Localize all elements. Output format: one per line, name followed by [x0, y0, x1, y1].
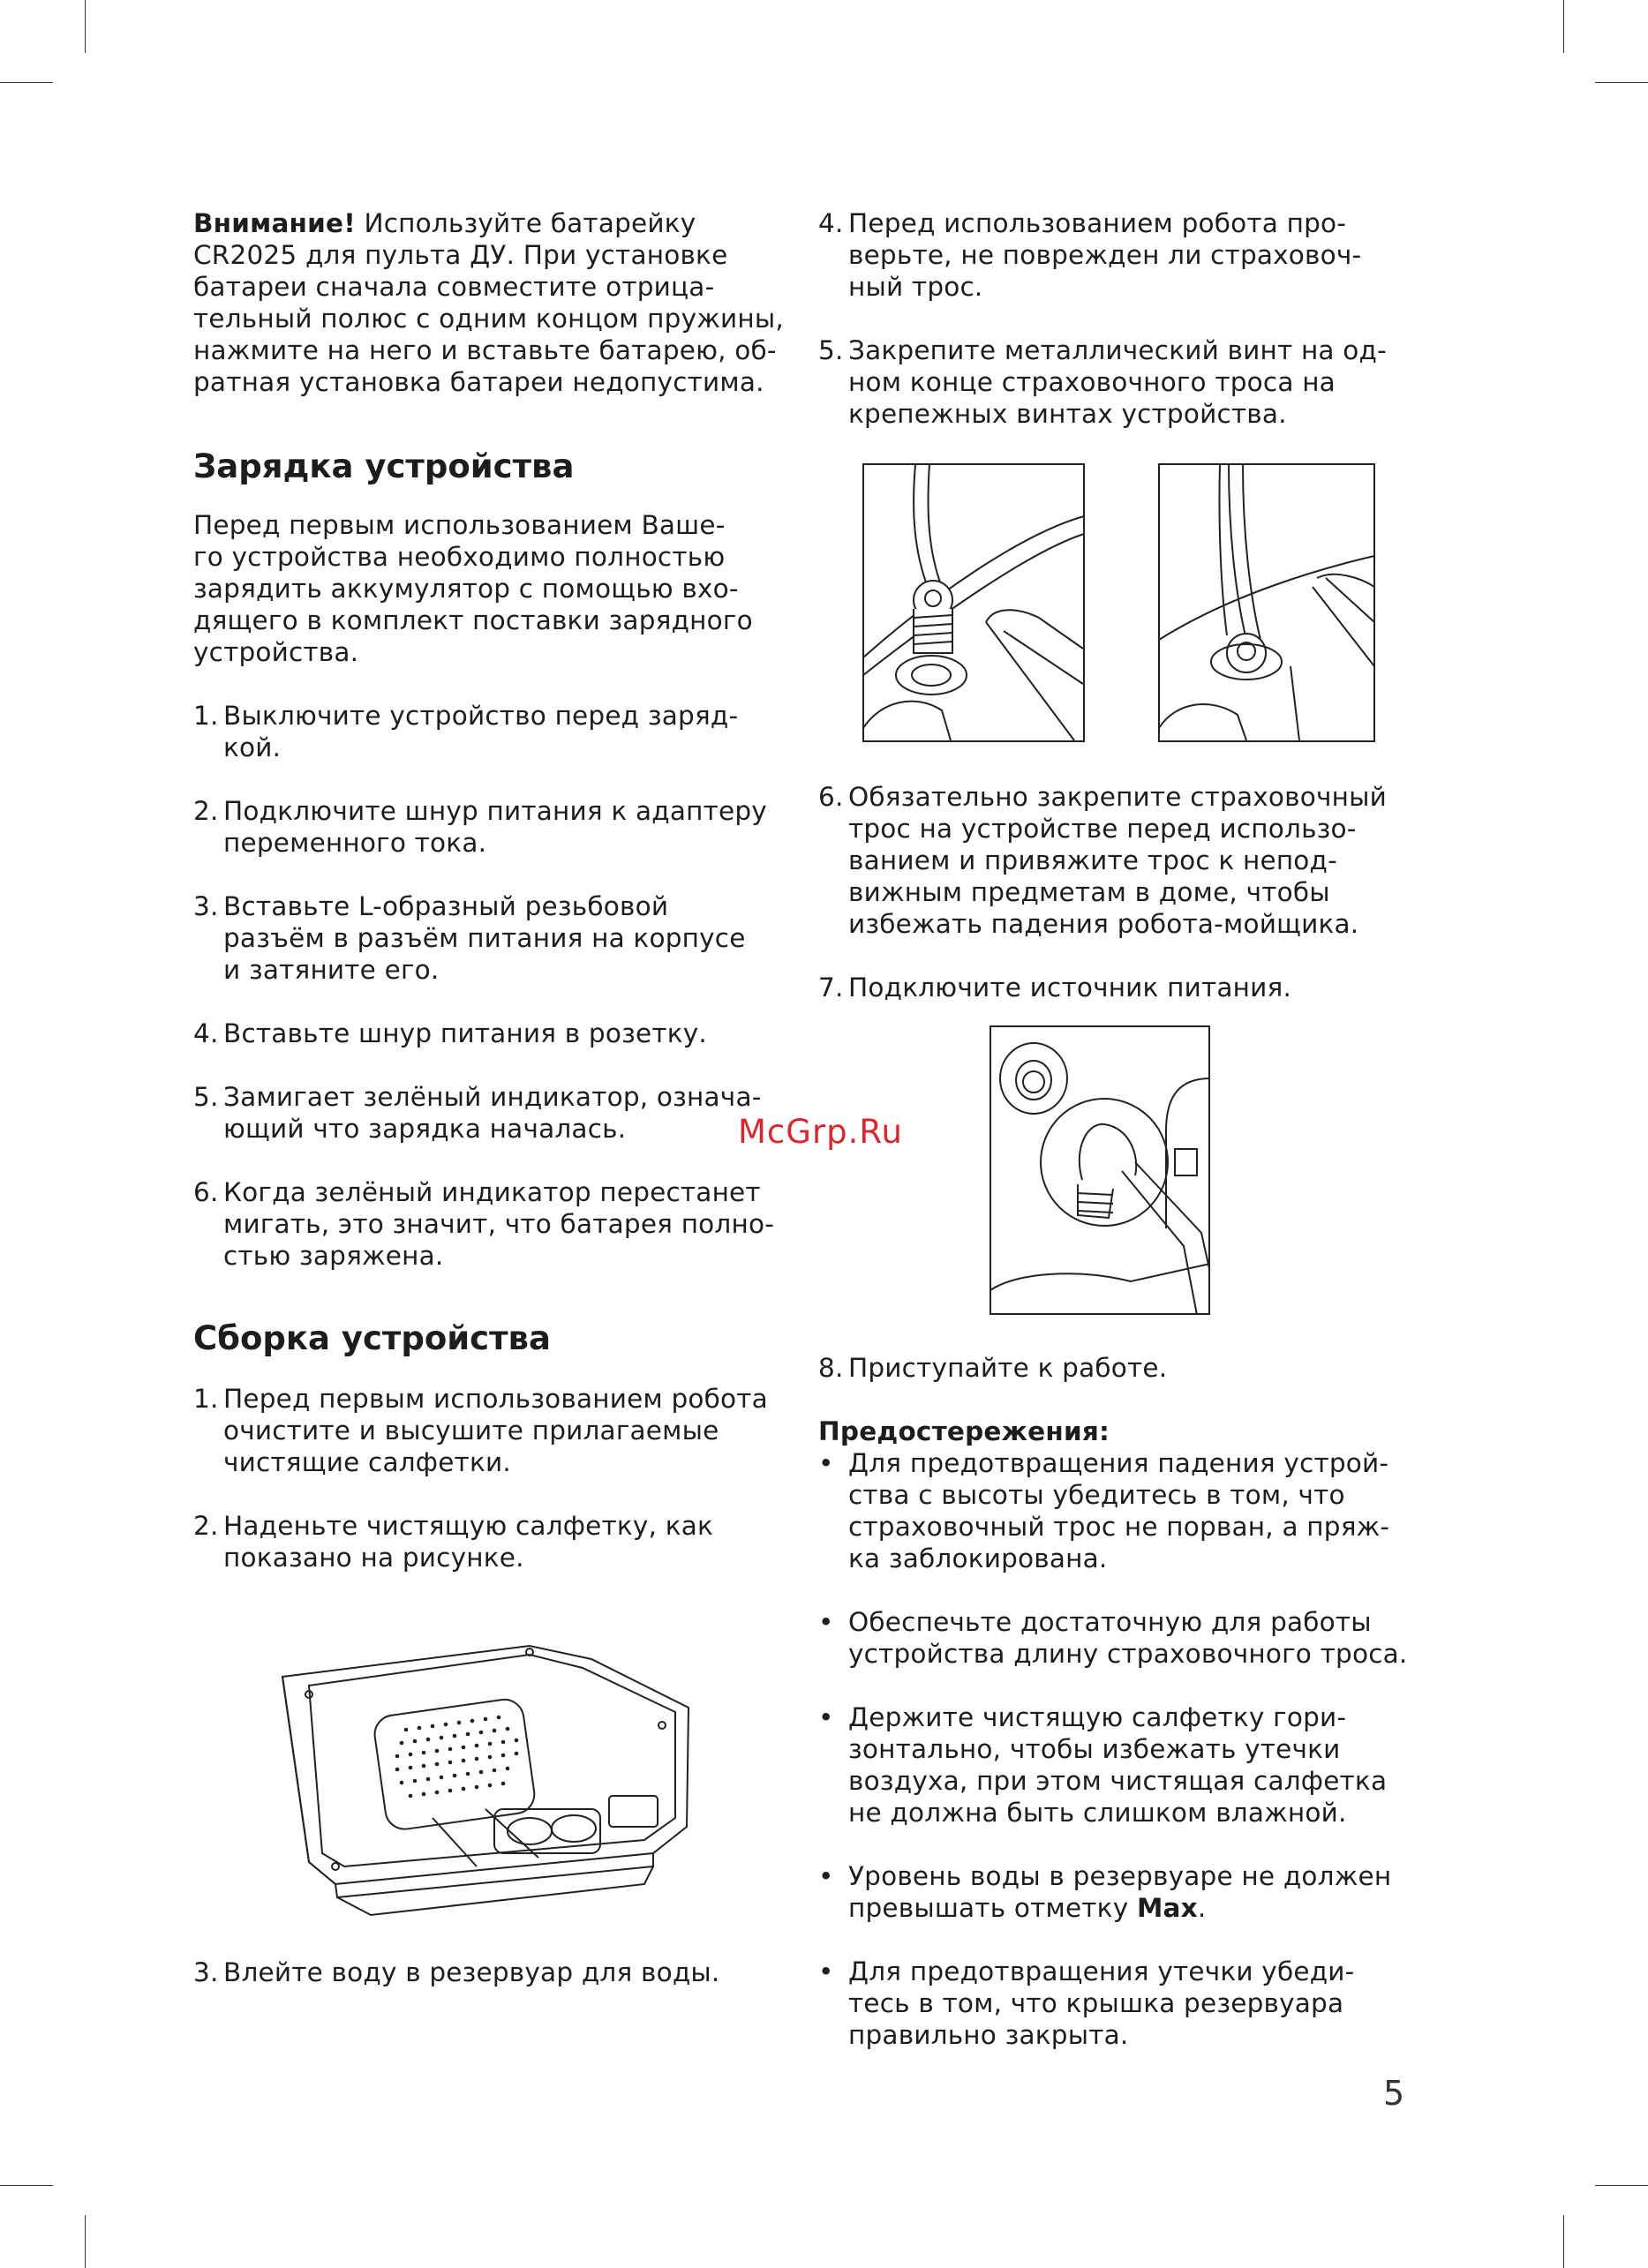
step-text: Когда зелёный индикатор перестанет мигать, это значит, что батарея полно- стью заряжена.: [223, 1177, 775, 1271]
list-item: [193, 1383, 794, 1478]
left-column: [193, 207, 794, 1573]
list-item: [818, 1860, 1436, 1924]
list-item: [193, 1176, 794, 1272]
crop-mark: [1563, 2215, 1564, 2268]
watermark: McGrp.Ru: [738, 1113, 903, 1151]
crop-mark: [1563, 0, 1564, 53]
right-column: [818, 207, 1436, 430]
warning-text: Используйте батарейку CR2025 для пульта ДУ. При установке батареи сначала совместите отрица- тельный полюс с одним концом пружины, нажмите на него и вставьте батарею, об- ратная установка батареи недопустима.: [193, 208, 784, 397]
precaution-text: Обеспечьте достаточную для работы устройства длину страховочного троса.: [848, 1607, 1408, 1669]
charging-title: Зарядка устройства: [193, 447, 575, 485]
crop-mark: [1595, 2185, 1648, 2186]
step-number: 3.: [193, 1957, 219, 1987]
safety-rope-illustration-right: [1158, 463, 1375, 742]
step-text: Наденьте чистящую салфетку, как показано на рисунке.: [223, 1511, 714, 1573]
precaution-text-part: Уровень воды в резервуаре не должен превышать отметку: [848, 1861, 1392, 1923]
step-number: 6.: [818, 782, 844, 812]
step-number: 2.: [193, 796, 219, 826]
step-number: 4.: [818, 208, 844, 238]
step-number: 1.: [193, 1384, 219, 1414]
step-text: Обязательно закрепите страховочный трос на устройстве перед использо- ванием и привяжите трос к непод- вижным предметам в доме, чтобы избежать падения робота-мойщика.: [848, 782, 1387, 939]
safety-rope-illustration-left: [862, 463, 1085, 742]
bullet-icon: •: [818, 1702, 834, 1732]
power-connection-illustration: [990, 1025, 1210, 1315]
step-text: Вставьте шнур питания в розетку.: [223, 1018, 707, 1048]
list-item: [818, 1701, 1436, 1829]
bullet-icon: •: [818, 1448, 834, 1478]
crop-mark: [0, 82, 53, 83]
warning-label: Внимание!: [193, 208, 356, 238]
page-number: 5: [1383, 2074, 1405, 2113]
list-item: [818, 1956, 1436, 2051]
step-text: Подключите шнур питания к адаптеру переменного тока.: [223, 796, 767, 858]
list-item: [193, 1018, 794, 1049]
charging-steps: [193, 700, 794, 1272]
warning-paragraph: [193, 207, 794, 398]
step-number: 2.: [193, 1511, 219, 1541]
precaution-text: Для предотвращения утечки убеди- тесь в том, что крышка резервуара правильно закрыта.: [848, 1956, 1355, 2050]
list-item: [193, 890, 794, 986]
step-text: Влейте воду в резервуар для воды.: [223, 1957, 720, 1987]
step-text: Закрепите металлический винт на од- ном конце страховочного троса на крепежных винтах устройства.: [848, 335, 1387, 429]
precautions-title: Предостережения:: [818, 1416, 1110, 1446]
step-text: Перед использованием робота про- верьте, не поврежден ли страховоч- ный трос.: [848, 208, 1362, 302]
list-item: [193, 1956, 794, 1988]
precaution-text: Держите чистящую салфетку гори- зонтально, чтобы избежать утечки воздуха, при этом чистящая салфетка не должна быть слишком влажной.: [848, 1702, 1388, 1828]
list-item: [193, 700, 794, 763]
list-item: [818, 1606, 1436, 1670]
step-text: Приступайте к работе.: [848, 1353, 1168, 1383]
step-number: 1.: [193, 701, 219, 731]
step-text: Вставьте L-образный резьбовой разъём в разъём питания на корпусе и затяните его.: [223, 891, 746, 985]
crop-mark: [85, 2215, 86, 2268]
step-text: Перед первым использованием робота очистите и высушите прилагаемые чистящие салфетки.: [223, 1384, 768, 1477]
list-item: [818, 1447, 1436, 1574]
max-mark: Max: [1136, 1893, 1198, 1923]
assembly-steps: [193, 1383, 794, 1573]
assembly-title: Сборка устройства: [193, 1319, 551, 1357]
list-item: [818, 1352, 1436, 1384]
list-item: [193, 1081, 794, 1145]
list-item: [193, 1510, 794, 1573]
list-item: [818, 781, 1436, 940]
crop-mark: [85, 0, 86, 53]
step-number: 4.: [193, 1018, 219, 1048]
bullet-icon: •: [818, 1956, 834, 1986]
list-item: [818, 207, 1436, 303]
step-number: 5.: [818, 335, 844, 365]
step-text: Замигает зелёный индикатор, означа- ющий что зарядка началась.: [223, 1082, 762, 1144]
cleaning-pad-illustration: [274, 1633, 697, 1924]
precaution-text-part: .: [1197, 1893, 1207, 1923]
step-text: Выключите устройство перед заряд- кой.: [223, 701, 739, 762]
right-column-mid: [818, 781, 1436, 1003]
list-item: [818, 972, 1436, 1003]
crop-mark: [0, 2185, 53, 2186]
charging-intro: Перед первым использованием Ваше- го устройства необходимо полностью зарядить аккумулятор с помощью вхо- дящего в комплект поставки зарядного устройства.: [193, 510, 753, 667]
crop-mark: [1595, 82, 1648, 83]
bullet-icon: •: [818, 1861, 834, 1891]
bullet-icon: •: [818, 1607, 834, 1637]
step-number: 3.: [193, 891, 219, 921]
step-number: 6.: [193, 1177, 219, 1207]
precaution-text: Для предотвращения падения устрой- ства с высоты убедитесь в том, что страховочный трос не порван, а пряж- ка заблокирована.: [848, 1448, 1390, 1573]
list-item: [818, 334, 1436, 430]
step-number: 7.: [818, 973, 844, 1003]
list-item: [193, 795, 794, 859]
step-text: Подключите источник питания.: [848, 973, 1292, 1003]
right-column-bottom: [818, 1352, 1436, 2051]
step-number: 5.: [193, 1082, 219, 1112]
step-number: 8.: [818, 1353, 844, 1383]
precaution-text: [848, 1860, 1436, 1924]
